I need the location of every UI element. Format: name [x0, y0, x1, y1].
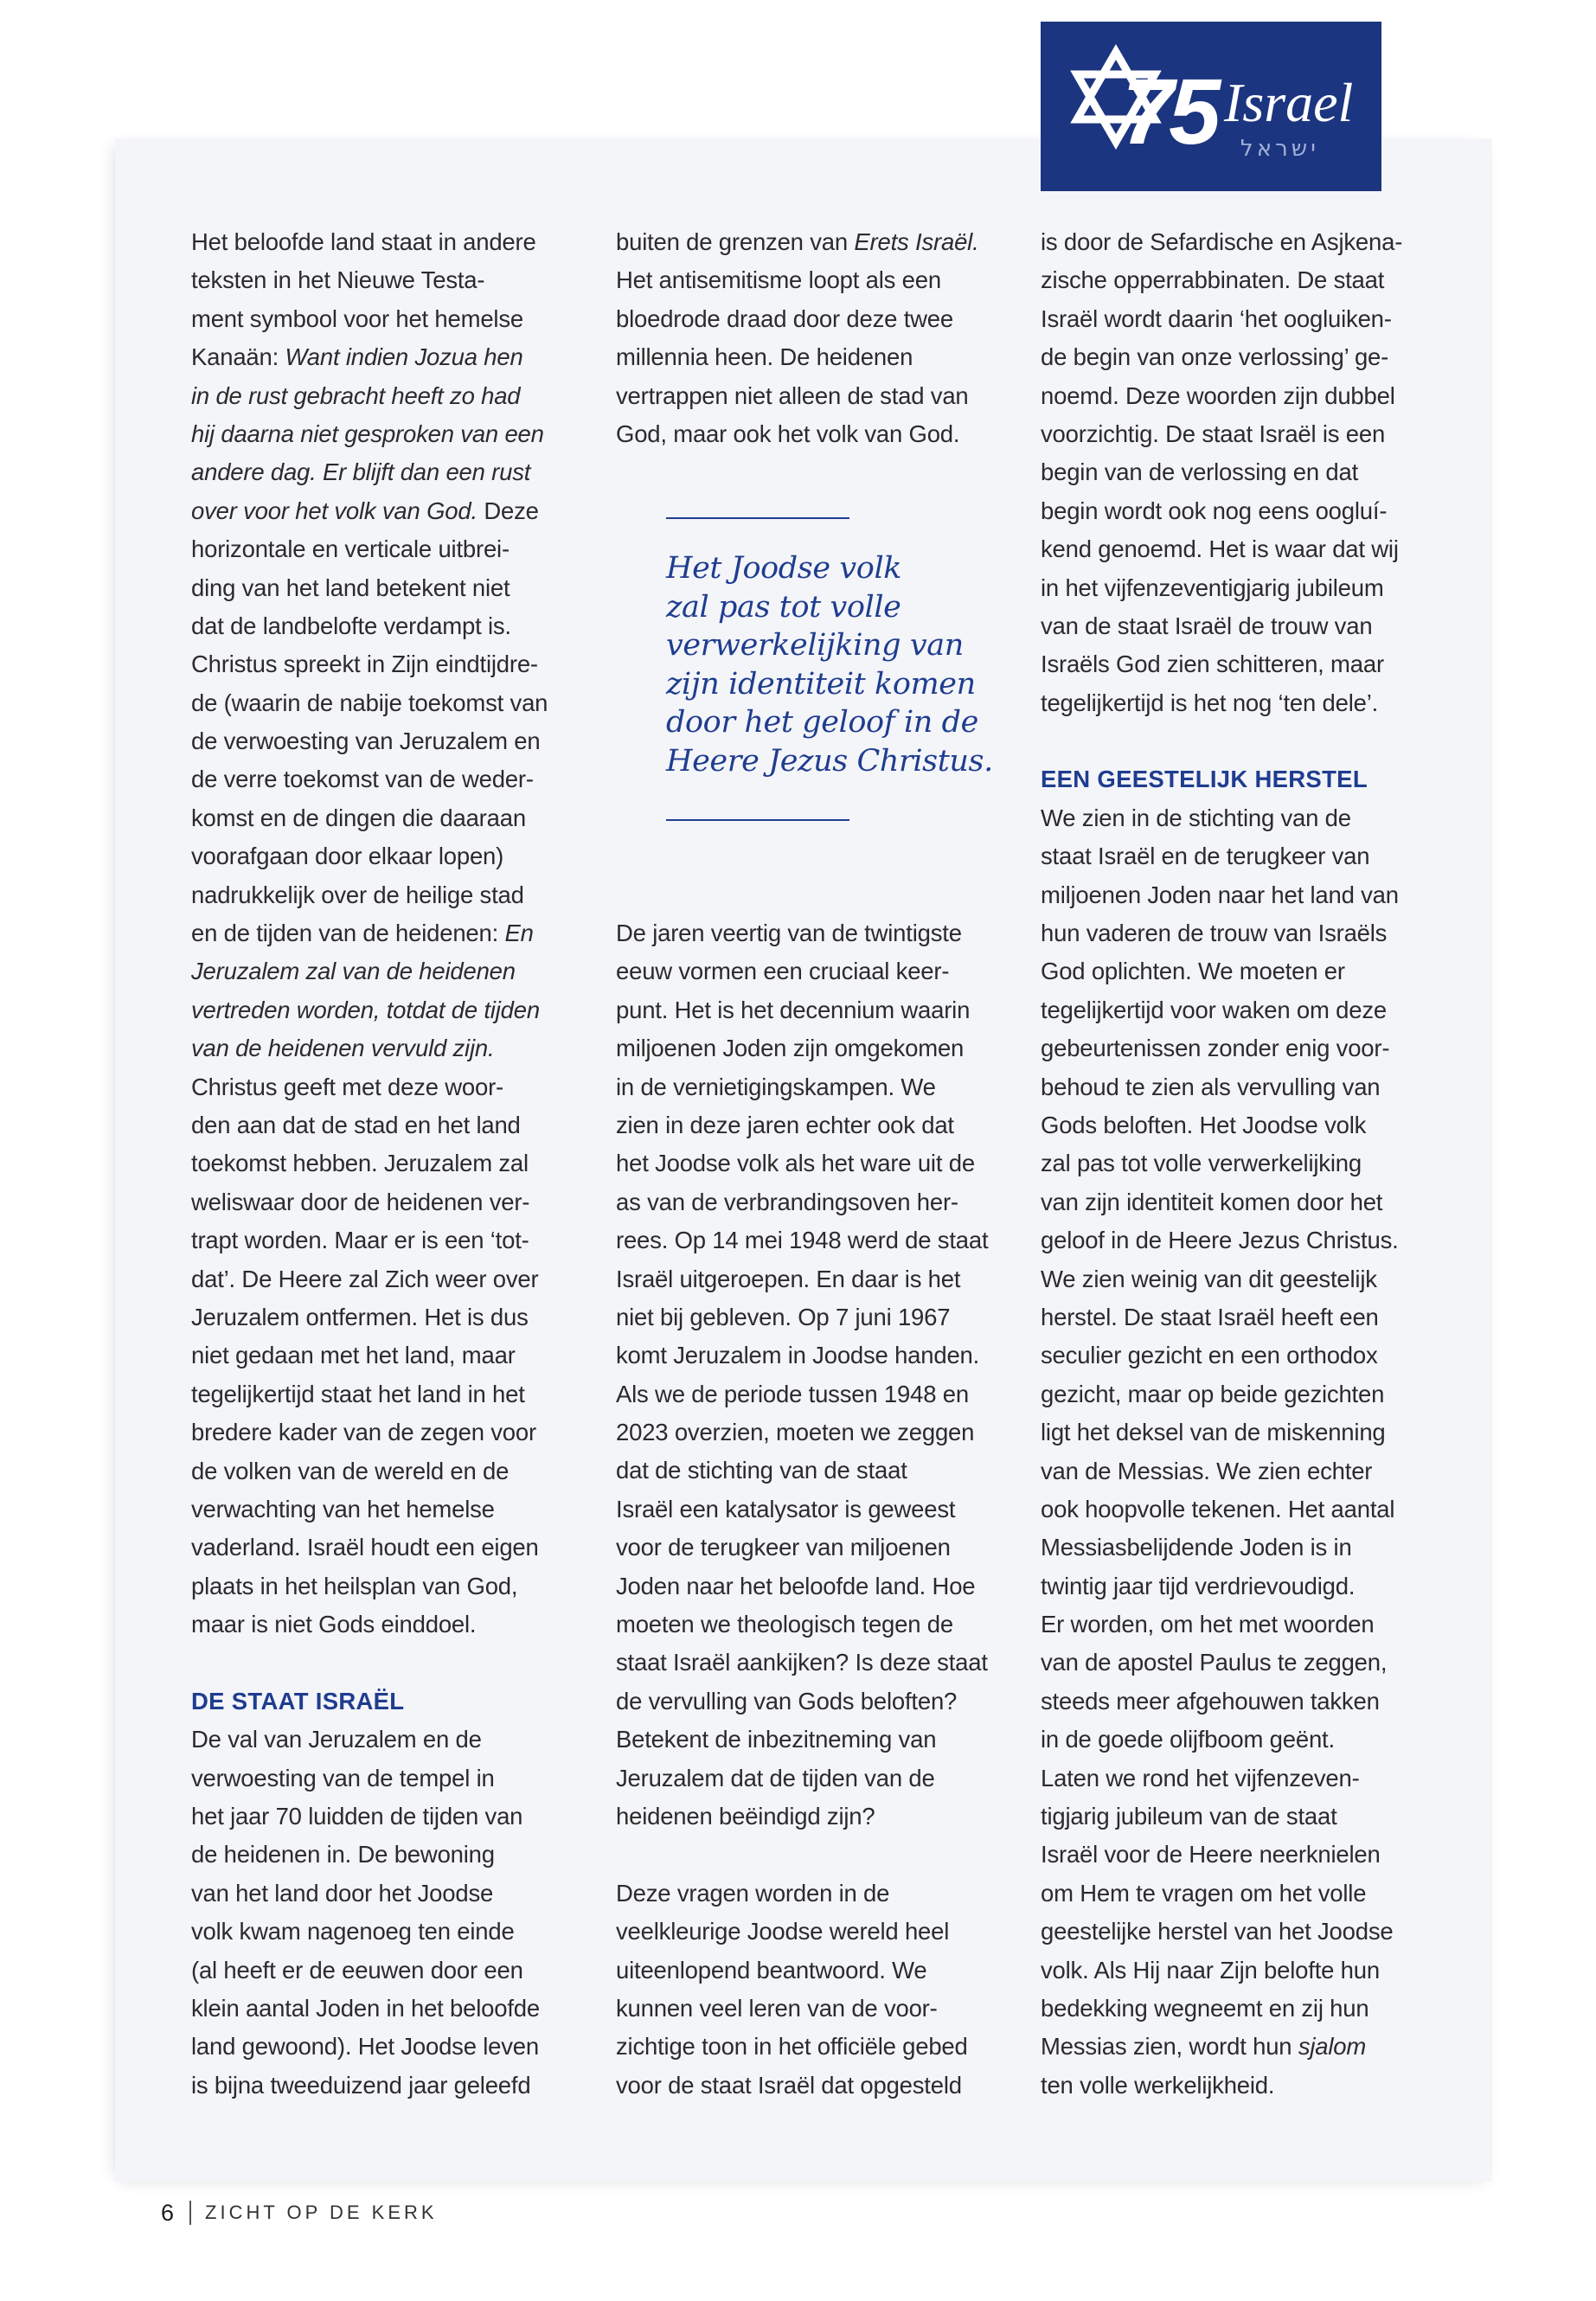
- text-line: [616, 1529, 997, 1567]
- text-line: [191, 223, 572, 261]
- text-run: is door de Sefardische en Asjkena-: [1041, 228, 1403, 255]
- text-line: [191, 722, 572, 760]
- page-number: 6: [161, 2199, 175, 2226]
- text-run: voor de terugkeer van miljoenen: [616, 1534, 951, 1561]
- text-run: Messiasbelijdende Joden is in: [1041, 1534, 1352, 1561]
- text-line: [616, 261, 997, 299]
- text-run: in de goede olijfboom geënt.: [1041, 1726, 1335, 1753]
- text-run: as van de verbrandingsoven her-: [616, 1188, 958, 1215]
- text-run: Israël uitgeroepen. En daar is het: [616, 1265, 961, 1292]
- text-line: [616, 1721, 997, 1759]
- text-run: Jeruzalem dat de tijden van de: [616, 1764, 935, 1791]
- text-run: geloof in de Heere Jezus Christus.: [1041, 1227, 1399, 1254]
- text-line: [1041, 1144, 1421, 1183]
- text-run: en de tijden van de heidenen:: [191, 920, 505, 947]
- text-line: [191, 799, 572, 837]
- text-line: [616, 1952, 997, 1990]
- heading-text: EEN GEESTELIJK HERSTEL: [1041, 766, 1368, 793]
- text-run: maar is niet Gods einddoel.: [191, 1611, 477, 1638]
- text-run: Joden naar het beloofde land. Hoe: [616, 1572, 976, 1599]
- text-line: [1041, 991, 1421, 1029]
- text-line: [616, 338, 997, 376]
- text-line: [616, 1144, 997, 1183]
- text-run: Deze vragen worden in de: [616, 1879, 890, 1907]
- text-run: vaderland. Israël houdt een eigen: [191, 1534, 539, 1561]
- text-run: de verre toekomst van de weder-: [191, 766, 534, 793]
- text-run: buiten de grenzen van: [616, 228, 855, 255]
- text-run: klein aantal Joden in het beloofde: [191, 1994, 540, 2022]
- italic-run: En: [504, 920, 534, 947]
- text-run: de vervulling van Gods beloften?: [616, 1687, 958, 1715]
- text-run: (al heeft er de eeuwen door een: [191, 1956, 523, 1984]
- text-line: [191, 1952, 572, 1990]
- text-line: [191, 914, 572, 952]
- text-line: [616, 1644, 997, 1682]
- text-line: [191, 1606, 572, 1644]
- text-line: [1041, 1413, 1421, 1452]
- text-run: het jaar 70 luidden de tijden van: [191, 1803, 523, 1830]
- text-run: trapt worden. Maar er is een ‘tot-: [191, 1227, 529, 1254]
- israel-75-logo: [1041, 22, 1381, 191]
- italic-run: hij daarna niet gesproken van een: [191, 420, 544, 447]
- text-run: van de staat Israël de trouw van: [1041, 612, 1373, 639]
- text-run: gebeurtenissen zonder enig voor-: [1041, 1035, 1390, 1062]
- text-line: [1041, 837, 1421, 875]
- magazine-name: ZICHT OP DE KERK: [205, 2202, 438, 2223]
- text-run: ment symbool voor het hemelse: [191, 304, 523, 332]
- text-line: [191, 569, 572, 607]
- text-run: om Hem te vragen om het volle: [1041, 1879, 1367, 1907]
- text-run: heidenen beëindigd zijn?: [616, 1802, 875, 1830]
- text-run: voor de staat Israël dat opgesteld: [616, 2071, 962, 2099]
- text-run: Israëls God zien schitteren, maar: [1041, 651, 1384, 678]
- text-line: [1041, 415, 1421, 453]
- italic-run: Jeruzalem zal van de heidenen: [191, 958, 516, 985]
- text-line: [191, 1798, 572, 1836]
- text-run: Christus spreekt in Zijn eindtijdre-: [191, 651, 538, 678]
- text-line: [191, 837, 572, 875]
- text-run: kend genoemd. Het is waar dat wij: [1041, 535, 1399, 563]
- text-line: [191, 645, 572, 683]
- text-line: [1041, 914, 1421, 952]
- text-run: de verwoesting van Jeruzalem en: [191, 727, 541, 755]
- text-line: [191, 1183, 572, 1221]
- text-run: ook hoopvolle tekenen. Het aantal: [1041, 1495, 1395, 1522]
- text-run: begin wordt ook nog eens oogluí-: [1041, 497, 1388, 524]
- text-line: [1041, 377, 1421, 415]
- text-run: van zijn identiteit komen door het: [1041, 1188, 1383, 1215]
- text-run: gezicht, maar op beide gezichten: [1041, 1380, 1385, 1407]
- italic-run: andere dag. Er blijft dan een rust: [191, 458, 531, 486]
- text-line: [616, 2067, 997, 2105]
- text-line: [191, 876, 572, 914]
- text-run: niet gedaan met het land, maar: [191, 1342, 516, 1369]
- text-line: [191, 1452, 572, 1490]
- text-run: Christus geeft met deze woor-: [191, 1073, 504, 1100]
- text-line: [616, 1452, 997, 1490]
- text-run: Het antisemitisme loopt als een: [616, 266, 941, 294]
- text-run: land gewoond). Het Joodse leven: [191, 2033, 539, 2061]
- text-line: [1041, 1836, 1421, 1874]
- text-line: [616, 1183, 997, 1221]
- text-run: We zien in de stichting van de: [1041, 804, 1351, 831]
- text-line: [191, 1106, 572, 1144]
- pull-quote-text: [666, 549, 993, 780]
- text-run: volk. Als Hij naar Zijn belofte hun: [1041, 1956, 1380, 1984]
- text-line: [1041, 261, 1421, 299]
- column-2-top: [616, 223, 997, 453]
- text-run: veelkleurige Joodse wereld heel: [616, 1918, 950, 1945]
- text-line: [616, 1298, 997, 1336]
- text-run: God, maar ook het volk van God.: [616, 420, 960, 447]
- text-run: Israël voor de Heere neerknielen: [1041, 1841, 1381, 1868]
- text-run: De val van Jeruzalem en de: [191, 1726, 482, 1753]
- text-run: behoud te zien als vervulling van: [1041, 1073, 1381, 1100]
- text-run: noemd. Deze woorden zijn dubbel: [1041, 381, 1395, 409]
- paragraph-gap: [1041, 722, 1421, 760]
- italic-run: over voor het volk van God.: [191, 497, 478, 524]
- text-run: seculier gezicht en een orthodox: [1041, 1342, 1378, 1369]
- text-line: [1041, 569, 1421, 607]
- pull-quote-line: verwerkelijking van: [666, 628, 964, 663]
- text-line: [1041, 1567, 1421, 1606]
- text-run: God oplichten. We moeten er: [1041, 958, 1345, 985]
- text-run: millennia heen. De heidenen: [616, 343, 913, 371]
- text-line: [191, 1144, 572, 1183]
- text-run: voorafgaan door elkaar lopen): [191, 843, 504, 870]
- section-heading: [191, 1682, 572, 1721]
- text-line: [191, 300, 572, 338]
- text-line: [1041, 1759, 1421, 1798]
- text-line: [191, 1413, 572, 1452]
- text-line: [191, 1990, 572, 2028]
- text-line: [191, 1913, 572, 1951]
- text-line: [1041, 607, 1421, 645]
- text-line: [191, 377, 572, 415]
- text-run: Deze: [477, 497, 539, 524]
- text-run: ten volle werkelijkheid.: [1041, 2071, 1275, 2099]
- italic-run: Want indien Jozua hen: [285, 343, 523, 371]
- text-line: [1041, 1298, 1421, 1336]
- text-line: [1041, 2067, 1421, 2105]
- text-run: zische opperrabbinaten. De staat: [1041, 266, 1385, 294]
- text-line: [616, 415, 997, 453]
- text-line: [191, 1336, 572, 1375]
- text-line: [616, 1068, 997, 1106]
- text-run: de (waarin de nabije toekomst van: [191, 689, 548, 716]
- pull-quote-line: Heere Jezus Christus.: [666, 743, 993, 779]
- text-run: eeuw vormen een cruciaal keer-: [616, 958, 950, 985]
- footer-divider: [189, 2201, 191, 2225]
- text-line: [191, 1759, 572, 1798]
- text-run: We zien weinig van dit geestelijk: [1041, 1265, 1377, 1292]
- text-line: [616, 1106, 997, 1144]
- text-line: [191, 952, 572, 990]
- italic-run: sjalom: [1298, 2033, 1367, 2061]
- text-line: [1041, 1529, 1421, 1567]
- text-line: [1041, 1106, 1421, 1144]
- text-run: punt. Het is het decennium waarin: [616, 996, 971, 1023]
- quote-rule-top: [666, 517, 849, 519]
- text-run: moeten we theologisch tegen de: [616, 1611, 953, 1638]
- text-line: [1041, 1029, 1421, 1067]
- text-line: [616, 1260, 997, 1298]
- text-line: [1041, 1490, 1421, 1529]
- text-line: [191, 760, 572, 798]
- text-line: [191, 2067, 572, 2105]
- text-run: De jaren veertig van de twintigste: [616, 920, 962, 946]
- text-run: van de Messias. We zien echter: [1041, 1457, 1373, 1484]
- text-run: vertrappen niet alleen de stad van: [616, 381, 969, 409]
- text-line: [1041, 530, 1421, 568]
- text-run: Gods beloften. Het Joodse volk: [1041, 1111, 1367, 1138]
- text-line: [191, 991, 572, 1029]
- text-line: [191, 1490, 572, 1529]
- text-line: [191, 1567, 572, 1606]
- text-run: komst en de dingen die daaraan: [191, 804, 526, 831]
- text-line: [191, 530, 572, 568]
- text-line: [1041, 952, 1421, 990]
- text-run: in de vernietigingskampen. We: [616, 1073, 936, 1100]
- text-line: [1041, 684, 1421, 722]
- text-run: de heidenen in. De bewoning: [191, 1841, 495, 1868]
- text-run: bloedrode draad door deze twee: [616, 304, 953, 332]
- quote-rule-bottom: [666, 819, 849, 821]
- text-line: [1041, 492, 1421, 530]
- text-run: Jeruzalem ontfermen. Het is dus: [191, 1303, 529, 1330]
- text-run: uiteenlopend beantwoord. We: [616, 1956, 927, 1984]
- text-run: twintig jaar tijd verdrievoudigd.: [1041, 1572, 1356, 1599]
- text-run: geestelijke herstel van het Joodse: [1041, 1918, 1394, 1945]
- text-line: [616, 1336, 997, 1375]
- italic-run: vertreden worden, totdat de tijden: [191, 996, 540, 1023]
- text-run: bredere kader van de zegen voor: [191, 1419, 536, 1446]
- text-line: [616, 1567, 997, 1606]
- text-line: [1041, 645, 1421, 683]
- text-run: ligt het deksel van de miskenning: [1041, 1419, 1386, 1446]
- page-footer: [161, 2197, 438, 2228]
- text-run: staat Israël en de terugkeer van: [1041, 843, 1370, 870]
- text-run: volk kwam nagenoeg ten einde: [191, 1918, 515, 1945]
- svg-text:75: 75: [1122, 59, 1216, 163]
- text-run: hun vaderen de trouw van Israëls: [1041, 920, 1388, 947]
- pull-quote-line: zijn identiteit komen: [666, 666, 976, 702]
- text-run: in het vijfenzeventigjarig jubileum: [1041, 574, 1384, 601]
- text-line: [1041, 876, 1421, 914]
- text-line: [1041, 2028, 1421, 2066]
- text-line: [1041, 453, 1421, 491]
- text-run: 2023 overzien, moeten we zeggen: [616, 1419, 975, 1446]
- text-line: [191, 261, 572, 299]
- text-run: teksten in het Nieuwe Testa-: [191, 266, 485, 294]
- text-line: [1041, 1798, 1421, 1836]
- text-run: Laten we rond het vijfenzeven-: [1041, 1764, 1360, 1791]
- text-line: [191, 1029, 572, 1067]
- text-line: [616, 377, 997, 415]
- column-2: [616, 914, 997, 2105]
- text-run: weliswaar door de heidenen ver-: [191, 1188, 530, 1215]
- text-run: bedekking wegneemt en zij hun: [1041, 1994, 1369, 2022]
- text-line: [1041, 1913, 1421, 1951]
- pull-quote: [666, 517, 993, 821]
- star-of-david-icon: [1068, 42, 1354, 171]
- text-run: verwoesting van de tempel in: [191, 1764, 495, 1791]
- text-line: [616, 1375, 997, 1413]
- text-run: dat’. De Heere zal Zich weer over: [191, 1265, 539, 1292]
- text-run: verwachting van het hemelse: [191, 1495, 495, 1522]
- text-run: dat de stichting van de staat: [616, 1457, 907, 1484]
- text-run: staat Israël aankijken? Is deze staat: [616, 1649, 988, 1676]
- text-run: Messias zien, wordt hun: [1041, 2033, 1298, 2061]
- pull-quote-line: zal pas tot volle: [666, 589, 901, 625]
- heading-text: DE STAAT ISRAËL: [191, 1687, 405, 1715]
- text-line: [616, 1875, 997, 1913]
- text-run: herstel. De staat Israël heeft een: [1041, 1303, 1379, 1330]
- text-line: [191, 415, 572, 453]
- text-run: Betekent de inbezitneming van: [616, 1726, 937, 1753]
- text-line: [1041, 223, 1421, 261]
- text-run: Kanaän:: [191, 343, 285, 371]
- text-run: nadrukkelijk over de heilige stad: [191, 881, 524, 908]
- text-line: [616, 1490, 997, 1529]
- text-run: is bijna tweeduizend jaar geleefd: [191, 2071, 531, 2099]
- text-run: Als we de periode tussen 1948 en: [616, 1380, 969, 1407]
- text-run: dat de landbelofte verdampt is.: [191, 612, 511, 639]
- text-line: [1041, 1606, 1421, 1644]
- paragraph-gap: [191, 1644, 572, 1682]
- text-run: miljoenen Joden zijn omgekomen: [616, 1035, 965, 1062]
- text-line: [1041, 300, 1421, 338]
- text-line: [616, 1413, 997, 1452]
- italic-run: Erets Israël.: [854, 228, 979, 255]
- text-line: [191, 338, 572, 376]
- text-line: [616, 1798, 997, 1836]
- text-run: rees. Op 14 mei 1948 werd de staat: [616, 1227, 989, 1254]
- text-line: [616, 1990, 997, 2028]
- text-run: zien in deze jaren echter ook dat: [616, 1111, 954, 1138]
- text-line: [191, 1068, 572, 1106]
- text-run: tegelijkertijd staat het land in het: [191, 1380, 525, 1407]
- text-line: [191, 492, 572, 530]
- text-line: [191, 684, 572, 722]
- text-run: toekomst hebben. Jeruzalem zal: [191, 1150, 529, 1177]
- svg-text:ישראל: ישראל: [1240, 136, 1319, 162]
- text-run: Het beloofde land staat in andere: [191, 228, 536, 255]
- text-run: kunnen veel leren van de voor-: [616, 1994, 938, 2022]
- text-run: steeds meer afgehouwen takken: [1041, 1687, 1380, 1715]
- text-line: [191, 1529, 572, 1567]
- text-line: [616, 1029, 997, 1067]
- text-run: de volken van de wereld en de: [191, 1457, 510, 1484]
- text-run: tegelijkertijd is het nog ‘ten dele’.: [1041, 689, 1379, 716]
- text-line: [191, 1836, 572, 1874]
- text-line: [1041, 338, 1421, 376]
- text-run: Israël wordt daarin ‘het oogluiken-: [1041, 304, 1392, 332]
- text-line: [191, 1298, 572, 1336]
- text-line: [1041, 1952, 1421, 1990]
- text-line: [616, 1759, 997, 1798]
- paragraph-gap: [616, 1836, 997, 1874]
- pull-quote-line: door het geloof in de: [666, 705, 978, 740]
- text-run: plaats in het heilsplan van God,: [191, 1572, 518, 1599]
- text-line: [191, 607, 572, 645]
- text-run: zichtige toon in het officiële gebed: [616, 2033, 968, 2061]
- text-line: [1041, 1336, 1421, 1375]
- text-run: van de apostel Paulus te zeggen,: [1041, 1649, 1388, 1676]
- text-run: horizontale en verticale uitbrei-: [191, 535, 510, 563]
- text-line: [616, 1682, 997, 1721]
- text-run: miljoenen Joden naar het land van: [1041, 881, 1399, 908]
- text-run: het Joodse volk als het ware uit de: [616, 1150, 975, 1177]
- text-line: [616, 2028, 997, 2066]
- text-line: [191, 1721, 572, 1759]
- text-line: [1041, 1375, 1421, 1413]
- text-line: [616, 914, 997, 952]
- text-run: zal pas tot volle verwerkelijking: [1041, 1150, 1362, 1177]
- text-line: [191, 1375, 572, 1413]
- text-run: de begin van onze verlossing’ ge-: [1041, 343, 1389, 371]
- text-line: [616, 300, 997, 338]
- text-line: [616, 952, 997, 990]
- text-line: [616, 1606, 997, 1644]
- pull-quote-line: Het Joodse volk: [666, 551, 902, 586]
- text-line: [1041, 1183, 1421, 1221]
- italic-run: van de heidenen vervuld zijn.: [191, 1035, 495, 1062]
- text-line: [616, 1221, 997, 1259]
- text-run: niet bij gebleven. Op 7 juni 1967: [616, 1303, 951, 1330]
- text-line: [191, 1875, 572, 1913]
- text-run: ding van het land betekent niet: [191, 574, 510, 601]
- text-line: [191, 453, 572, 491]
- section-heading: [1041, 760, 1421, 798]
- text-run: komt Jeruzalem in Joodse handen.: [616, 1342, 980, 1369]
- text-line: [1041, 1875, 1421, 1913]
- text-line: [1041, 799, 1421, 837]
- text-line: [1041, 1068, 1421, 1106]
- text-run: tigjarig jubileum van de staat: [1041, 1803, 1337, 1830]
- text-line: [616, 1913, 997, 1951]
- text-line: [616, 991, 997, 1029]
- text-line: [1041, 1221, 1421, 1259]
- text-run: voorzichtig. De staat Israël is een: [1041, 420, 1386, 447]
- text-line: [1041, 1644, 1421, 1682]
- text-line: [191, 1260, 572, 1298]
- text-line: [616, 223, 997, 261]
- text-line: [1041, 1990, 1421, 2028]
- text-run: van het land door het Joodse: [191, 1879, 494, 1907]
- text-run: tegelijkertijd voor waken om deze: [1041, 996, 1387, 1023]
- text-run: Israël een katalysator is geweest: [616, 1495, 956, 1522]
- text-line: [191, 2028, 572, 2066]
- column-1: [191, 223, 572, 2105]
- text-run: begin van de verlossing en dat: [1041, 458, 1359, 486]
- text-line: [1041, 1721, 1421, 1759]
- text-line: [1041, 1452, 1421, 1490]
- text-line: [1041, 1260, 1421, 1298]
- text-line: [1041, 1682, 1421, 1721]
- italic-run: in de rust gebracht heeft zo had: [191, 381, 521, 409]
- text-run: Er worden, om het met woorden: [1041, 1611, 1375, 1638]
- svg-text:Israel: Israel: [1224, 72, 1354, 133]
- column-3: [1041, 223, 1421, 2105]
- text-run: den aan dat de stad en het land: [191, 1111, 521, 1138]
- text-line: [191, 1221, 572, 1259]
